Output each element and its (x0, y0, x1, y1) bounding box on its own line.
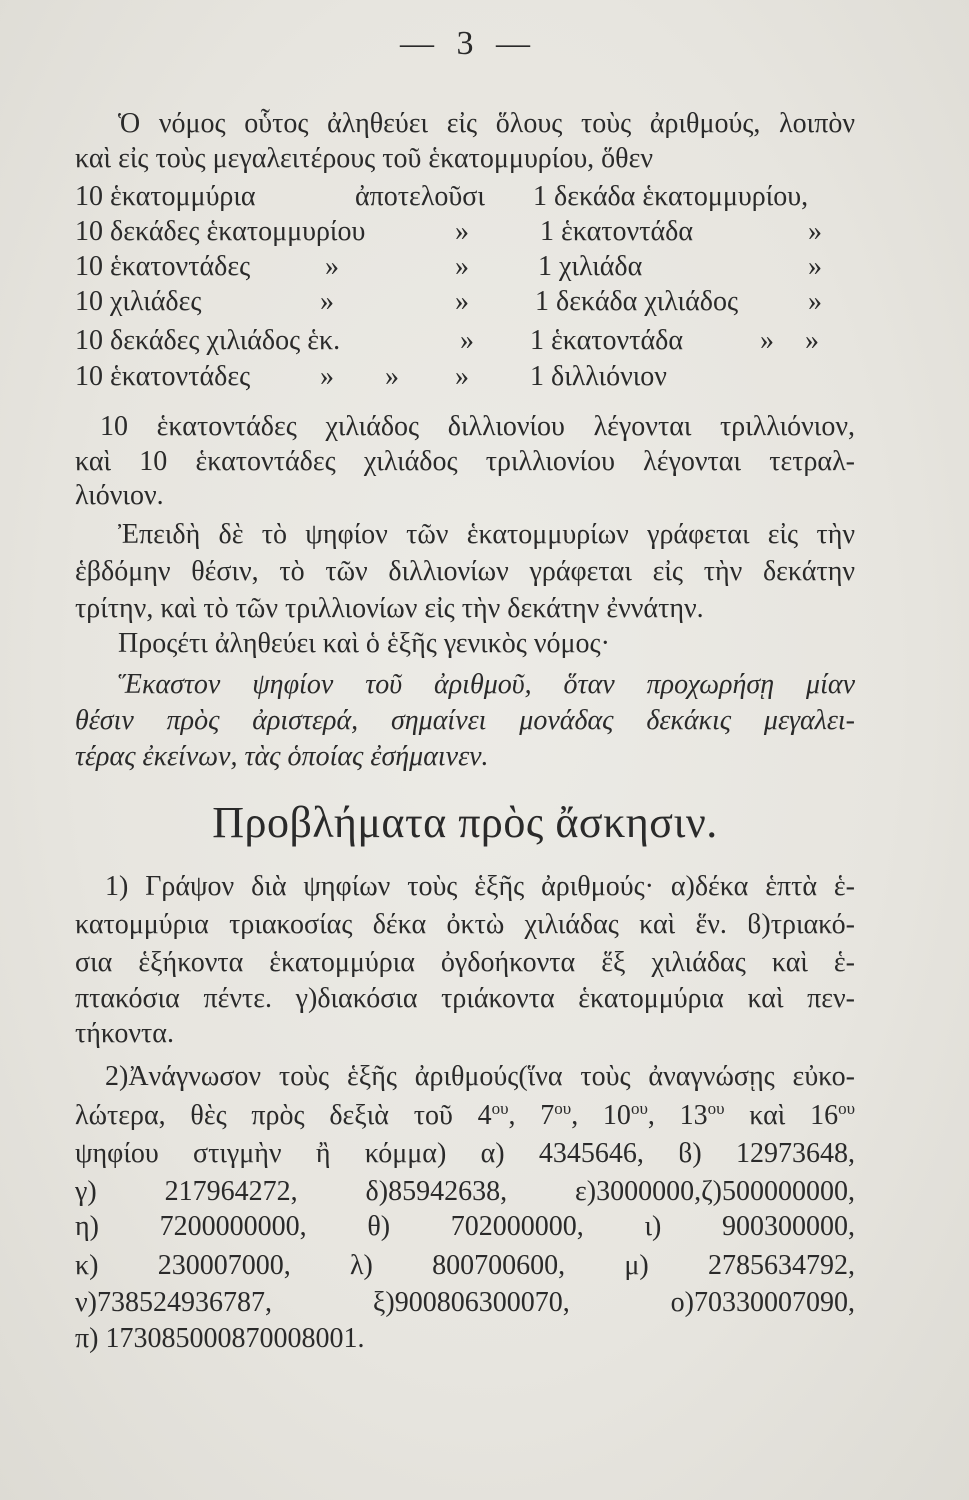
ditto-mark: » (455, 286, 469, 317)
ordinal-text: λώτερα, θὲς πρὸς δεξιὰ τοῦ 4 (75, 1100, 492, 1131)
paragraph-line: τρίτην, καὶ τὸ τῶν τριλλιονίων εἰς τὴν δεκάτην ἐννάτην. (75, 593, 704, 624)
table-row (0, 213, 969, 250)
page-number: — 3 — (400, 25, 530, 62)
paragraph-line: 10 ἑκατοντάδες χιλιάδος διλλιονίου λέγονται τριλλιόνιον, (100, 411, 855, 442)
law-statement-line: θέσιν πρὸς ἀριστερά, σημαίνει μονάδας δεκάκις μεγαλει- (75, 705, 855, 736)
ditto-mark: » (760, 325, 774, 356)
problem-line (75, 1097, 855, 1134)
row-result: 1 ἑκατοντάδα (530, 325, 683, 356)
row-quantity: 10 δεκάδες ἑκατομμυρίου (75, 216, 366, 247)
ditto-mark: » (325, 251, 339, 282)
problem-line: ψηφίου στιγμὴν ἢ κόμμα) α) 4345646, ϐ) 12973648, (75, 1138, 855, 1169)
paragraph-line: λιόνιον. (75, 480, 164, 511)
ditto-mark: » (808, 251, 822, 282)
ditto-mark: » (455, 216, 469, 247)
ordinal-text: , 13 (647, 1100, 708, 1131)
ordinal-suffix: ου (707, 1099, 725, 1118)
problem-line: 2)Ἀνάγνωσον τοὺς ἑξῆς ἀριθμούς(ἵνα τοὺς ἀναγνώσῃς εὐκο- (105, 1061, 855, 1092)
table-row (0, 178, 969, 215)
table-row (0, 248, 969, 285)
ordinal-suffix: ου (630, 1099, 648, 1118)
row-quantity: 10 χιλιάδες (75, 286, 202, 317)
problem-line: κ) 230007000, λ) 800700600, μ) 2785634792, (75, 1250, 855, 1281)
ordinal-suffix: ου (554, 1099, 572, 1118)
problem-line: ν)738524936787, ξ)900806300070, ο)70330007090, (75, 1287, 855, 1318)
ditto-mark: » (805, 325, 819, 356)
law-statement-line: τέρας ἐκείνων, τὰς ὁποίας ἐσήμαινεν. (75, 741, 489, 772)
ditto-mark: » (455, 361, 469, 392)
ditto-mark: » (320, 361, 334, 392)
problem-line: σια ἑξήκοντα ἑκατομμύρια ὀγδοήκοντα ἕξ χιλιάδας καὶ ἑ- (75, 947, 855, 978)
ditto-mark: » (455, 251, 469, 282)
ordinal-text: καὶ 16 (724, 1100, 839, 1131)
ditto-mark: » (320, 286, 334, 317)
paragraph-line: Ὁ νόμος οὗτος ἀληθεύει εἰς ὅλους τοὺς ἀριθμούς, λοιπὸν (118, 108, 855, 139)
ordinal-suffix: ου (491, 1099, 509, 1118)
row-verb: ἀποτελοῦσι (355, 181, 485, 212)
ditto-mark: » (808, 216, 822, 247)
problem-line: γ) 217964272, δ)85942638, ε)3000000,ζ)500000000, (75, 1176, 855, 1207)
ditto-mark: » (460, 325, 474, 356)
table-row (0, 322, 969, 359)
law-statement-line: Ἕκαστον ψηφίον τοῦ ἀριθμοῦ, ὅταν προχωρήσῃ μίαν (118, 669, 855, 700)
ordinal-text: , 7 (508, 1100, 555, 1131)
ordinal-text: , 10 (571, 1100, 631, 1131)
paragraph-line: καὶ εἰς τοὺς μεγαλειτέρους τοῦ ἑκατομμυρίου, ὅθεν (75, 143, 654, 174)
row-quantity: 10 δεκάδες χιλιάδος ἑκ. (75, 325, 341, 356)
ordinal-suffix: ου (838, 1099, 856, 1118)
section-heading: Προβλήματα πρὸς ἄσκησιν. (212, 798, 718, 847)
table-row (0, 283, 969, 320)
row-result: 1 δεκάδα χιλιάδος (535, 286, 739, 317)
ditto-mark: » (808, 286, 822, 317)
row-result: 1 διλλιόνιον (530, 361, 667, 392)
law-intro-line: Προςέτι ἀληθεύει καὶ ὁ ἑξῆς γενικὸς νόμος· (118, 628, 610, 659)
problem-line: τήκοντα. (75, 1018, 174, 1049)
row-result: 1 χιλιάδα (538, 251, 643, 282)
problem-line: 1) Γράψον διὰ ψηφίων τοὺς ἑξῆς ἀριθμούς· α)δέκα ἑπτὰ ἑ- (105, 871, 855, 902)
row-result: 1 ἑκατοντάδα (540, 216, 693, 247)
row-quantity: 10 ἑκατοντάδες (75, 251, 251, 282)
problem-line: κατομμύρια τριακοσίας δέκα ὀκτὼ χιλιάδας καὶ ἕν. ϐ)τριακό- (75, 909, 855, 940)
paragraph-line: Ἐπειδὴ δὲ τὸ ψηφίον τῶν ἑκατομμυρίων γράφεται εἰς τὴν (118, 519, 855, 550)
problem-line: π) 173085000870008001. (75, 1323, 365, 1354)
problem-line: η) 7200000000, θ) 702000000, ι) 900300000, (75, 1211, 855, 1242)
table-row (0, 358, 969, 395)
paragraph-line: καὶ 10 ἑκατοντάδες χιλιάδος τριλλιονίου λέγονται τετραλ- (75, 446, 855, 477)
paragraph-line: ἑβδόμην θέσιν, τὸ τῶν διλλιονίων γράφεται εἰς τὴν δεκάτην (75, 556, 855, 587)
row-result: 1 δεκάδα ἑκατομμυρίου, (533, 181, 809, 212)
ditto-mark: » (385, 361, 399, 392)
row-quantity: 10 ἑκατομμύρια (75, 181, 256, 212)
problem-line: πτακόσια πέντε. γ)διακόσια τριάκοντα ἑκατομμύρια καὶ πεν- (75, 983, 855, 1014)
row-quantity: 10 ἑκατοντάδες (75, 361, 251, 392)
